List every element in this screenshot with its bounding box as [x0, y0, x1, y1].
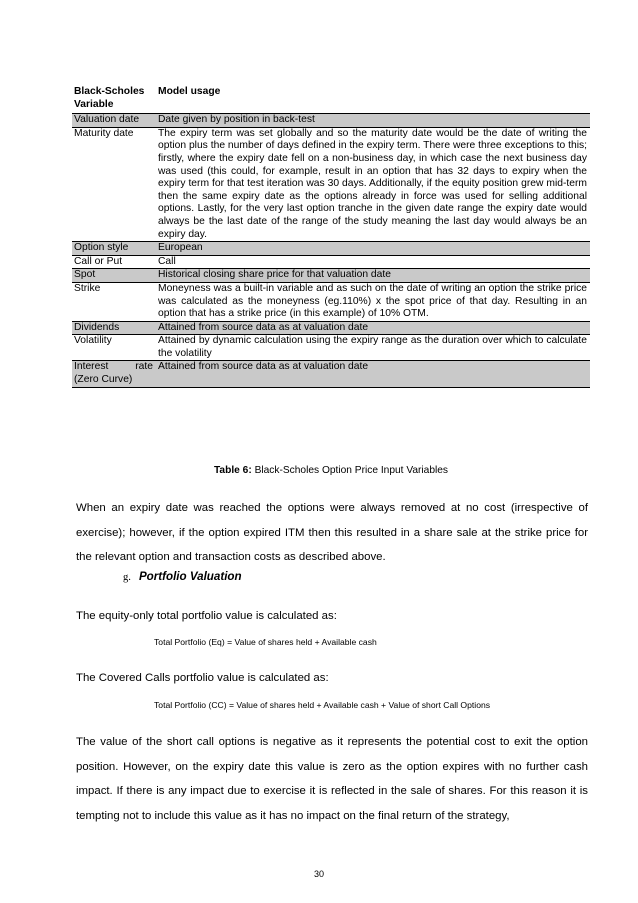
- black-scholes-variables-table: [72, 84, 590, 388]
- section-title: Portfolio Valuation: [138, 570, 242, 583]
- column-header-variable: Black-Scholes Variable: [74, 86, 145, 110]
- row-usage: The expiry term was set globally and so the maturity date would be the date of writing the option plus the number of days defined in the expiry term. There were three exceptions to this; firstly, where the expiry date fell on a non-business day, in which case the next business day was used (this could, for example, result in an option that has 32 days to expiry when the expiry term for that test iteration was 30 days. Additionally, if the equity position grew mid-term then the same expiry date as the options already in force was used for selling additional options. Lastly, for the very last option tranche in the given date range the expiry date would always be the last date of the range of the study meaning the last day would always be an expiry day.: [158, 127, 587, 240]
- section-number: g.: [123, 572, 131, 583]
- row-variable: Volatility: [74, 335, 112, 347]
- table-row: [72, 335, 590, 361]
- row-usage: European: [158, 242, 203, 254]
- row-usage: Call: [158, 255, 176, 267]
- row-usage: Attained by dynamic calculation using the expiry range as the duration over which to calculate the volatility: [158, 335, 587, 359]
- table-row: [72, 255, 590, 269]
- caption-label: Table 6:: [213, 465, 252, 476]
- table-row: [72, 361, 590, 387]
- row-variable: Dividends: [74, 321, 120, 333]
- caption-text: Black-Scholes Option Price Input Variables: [254, 465, 449, 476]
- column-header-usage: Model usage: [158, 86, 221, 97]
- row-variable: Call or Put: [74, 255, 123, 267]
- paragraph-covered-calls-intro: The Covered Calls portfolio value is calculated as:: [76, 672, 329, 684]
- formula-covered-calls-portfolio: Total Portfolio (CC) = Value of shares held + Available cash + Value of short Call Options: [154, 700, 491, 710]
- row-usage: Attained from source data as at valuation date: [158, 361, 369, 373]
- table-row: [72, 114, 590, 128]
- table-row: [72, 321, 590, 335]
- table-row: [72, 242, 590, 256]
- section-heading: [123, 570, 242, 583]
- row-usage: Historical closing share price for that valuation date: [158, 269, 391, 281]
- row-variable: Interest rate (Zero Curve): [74, 361, 153, 386]
- row-variable: Option style: [74, 242, 129, 254]
- row-variable: Spot: [74, 269, 96, 281]
- row-variable: Strike: [74, 282, 101, 294]
- row-usage: Moneyness was a built-in variable and as such on the date of writing an option the strike price was calculated as the moneyness (eg.110%) x the spot price of that day. Resulting in an option that has a strike price (in this example) of 10% OTM.: [158, 282, 587, 320]
- row-usage: Attained from source data as at valuation date: [158, 321, 369, 333]
- paragraph-expiry: When an expiry date was reached the options were always removed at no cost (irrespective of exercise); however, if the option expired ITM then this resulted in a share sale at the strike price for the relevant option and transaction costs as described above.: [76, 502, 588, 563]
- formula-equity-portfolio: Total Portfolio (Eq) = Value of shares held + Available cash: [154, 637, 377, 647]
- table-row: [72, 269, 590, 283]
- table-header-row: [72, 84, 590, 114]
- table-caption: [72, 465, 590, 476]
- row-variable: Valuation date: [74, 114, 140, 126]
- row-usage: Date given by position in back-test: [158, 114, 315, 126]
- paragraph-short-call-value: The value of the short call options is negative as it represents the potential cost to exit the option position. However, on the expiry date this value is zero as the option expires with no further cash impact. If there is any impact due to exercise it is reflected in the sale of shares. For this reason it is tempting not to include this value as it has no impact on the final return of the strategy,: [76, 736, 588, 822]
- paragraph-equity-intro: The equity-only total portfolio value is calculated as:: [76, 610, 337, 622]
- row-variable: Maturity date: [74, 127, 134, 139]
- table-row: [72, 282, 590, 321]
- page-number: 30: [313, 869, 324, 879]
- table-row: [72, 127, 590, 241]
